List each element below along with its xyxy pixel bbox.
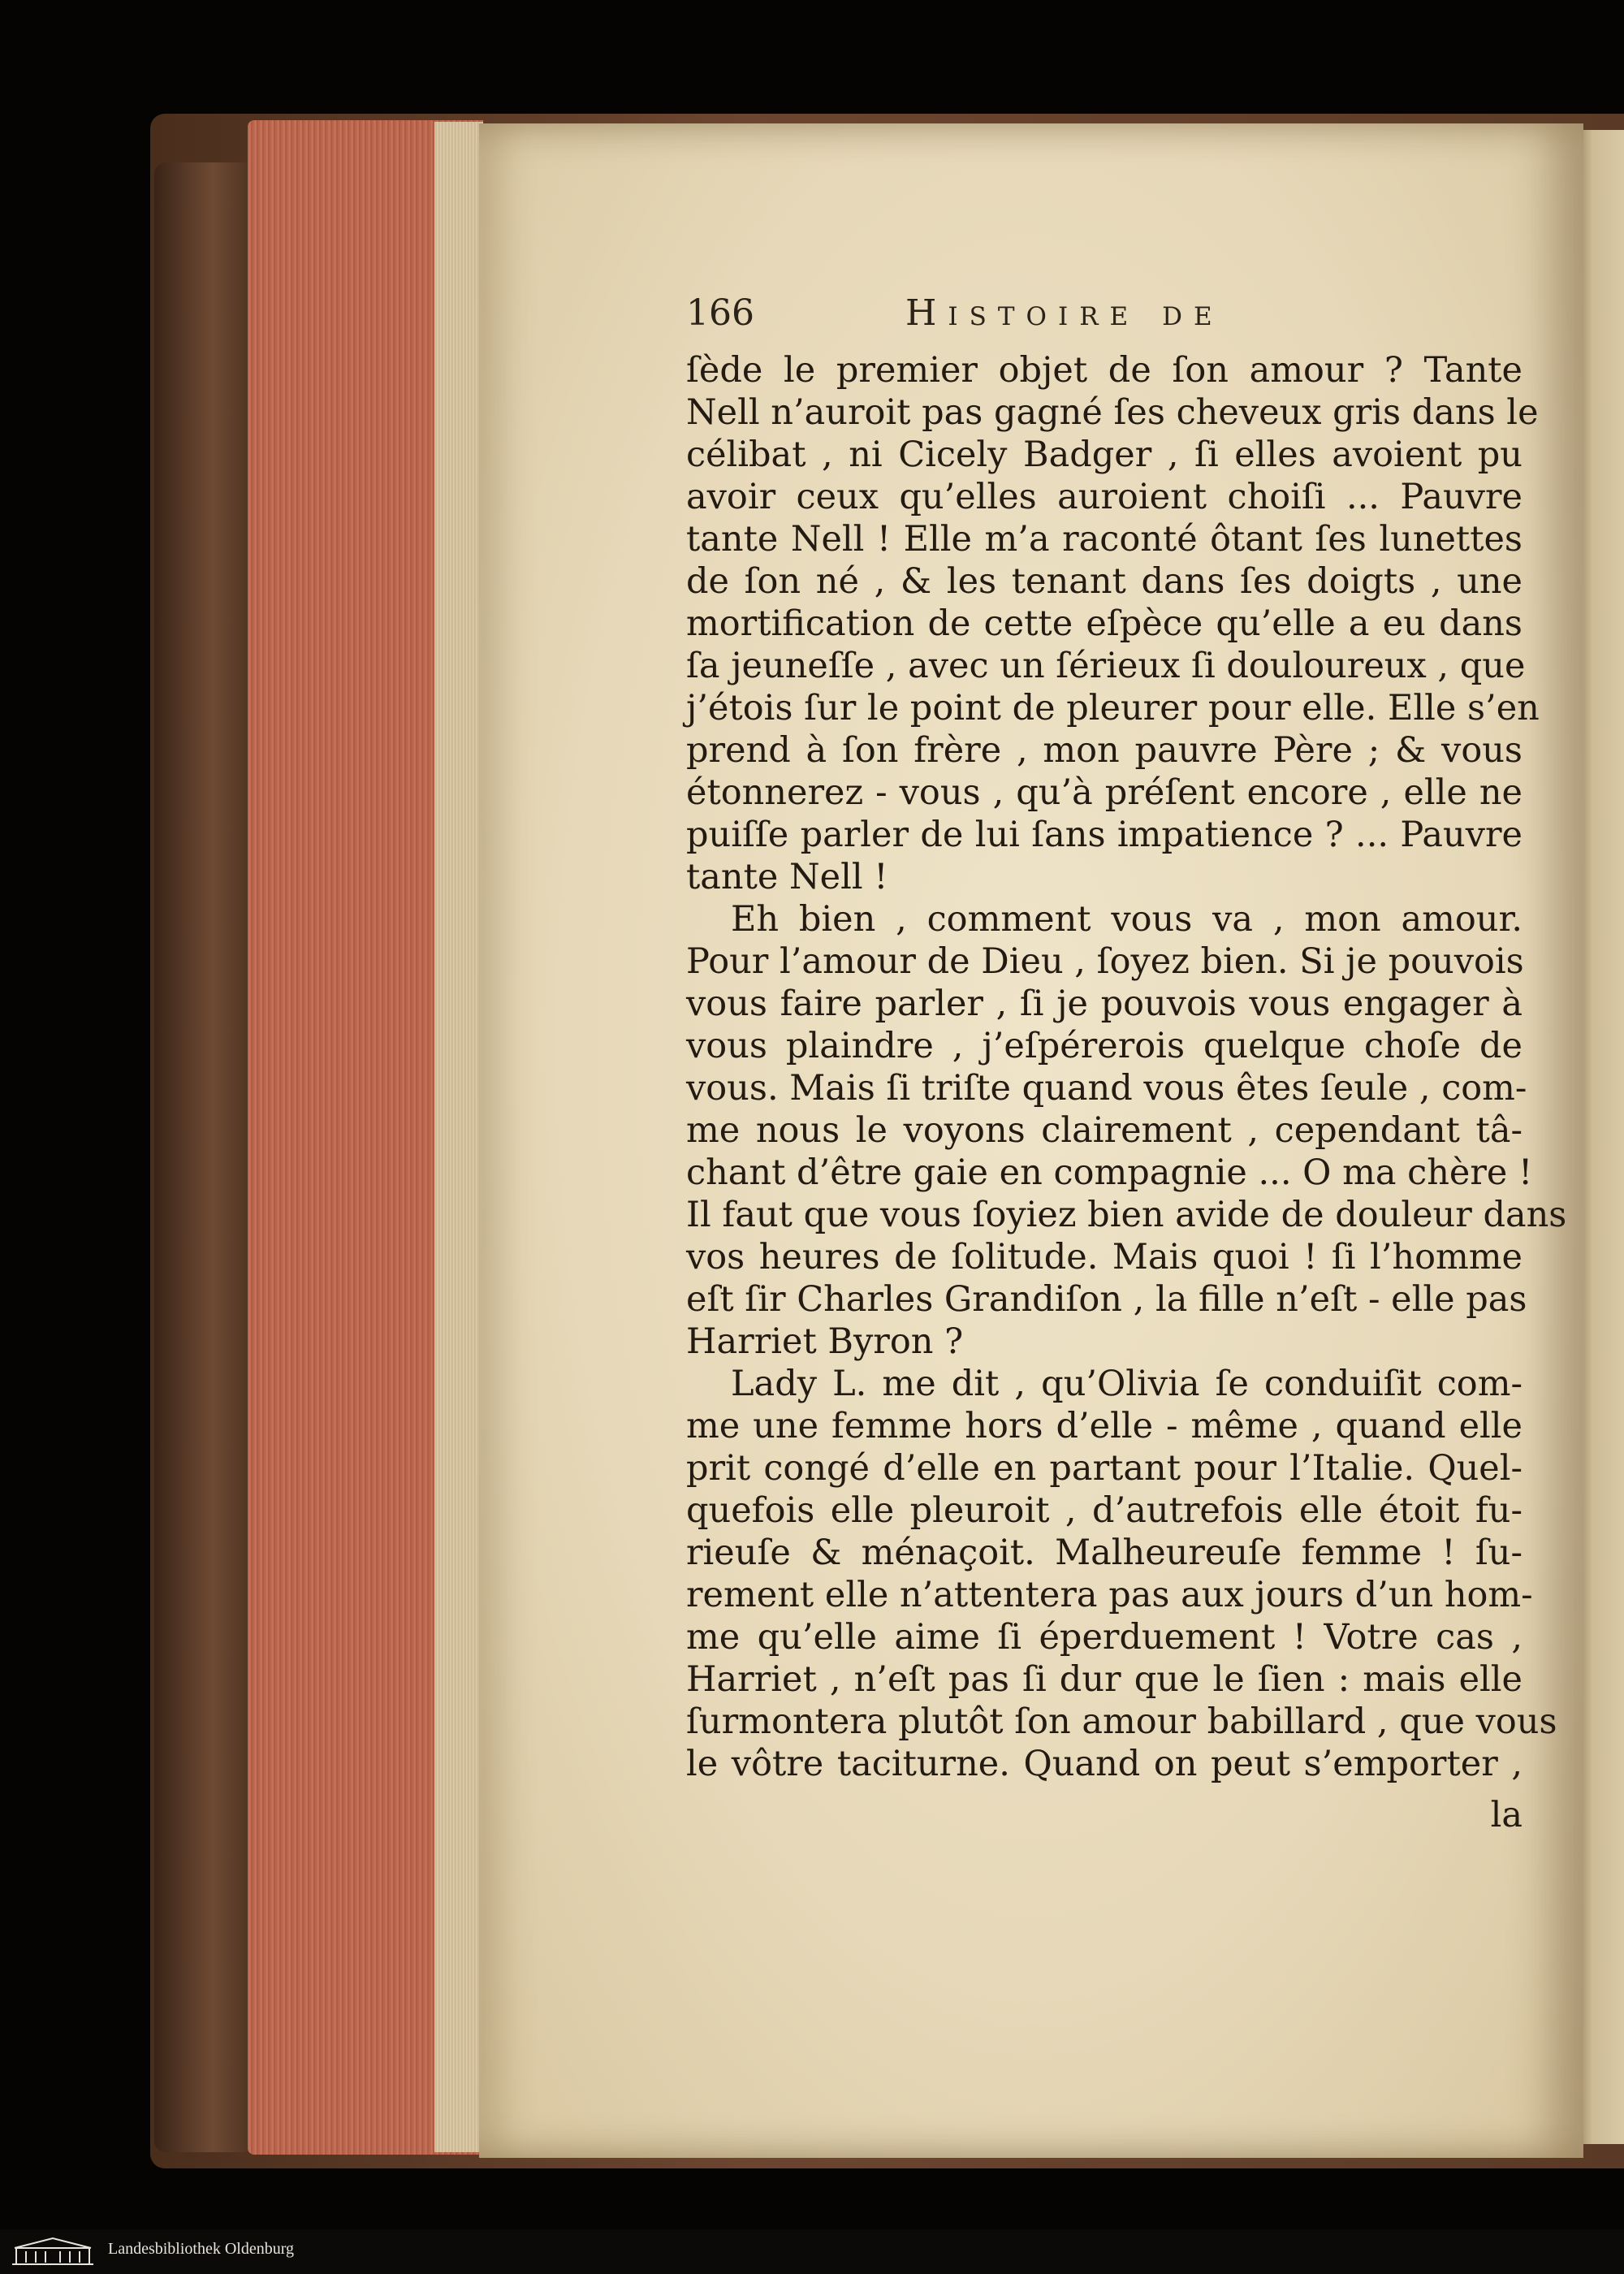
- running-head: Histoire de: [905, 292, 1224, 334]
- text-line: rement elle n’attentera pas aux jours d’un hom-: [686, 1575, 1533, 1615]
- page-header: [686, 292, 1522, 341]
- text-line: ſa jeuneſſe , avec un ſérieux ſi douloureux , que: [686, 646, 1526, 686]
- text-line: Nell n’auroit pas gagné ſes cheveux gris dans le: [686, 392, 1539, 433]
- text-line: puiſſe parler de lui ſans impatience ? ... Pauvre: [686, 815, 1522, 855]
- text-line: ſurmontera plutôt ſon amour babillard , que vous: [686, 1701, 1557, 1742]
- text-line: Pour l’amour de Dieu , ſoyez bien. Si je pouvois: [686, 941, 1524, 982]
- text-line: mortification de cette eſpèce qu’elle a eu dans: [686, 603, 1522, 644]
- text-line: quefois elle pleuroit , d’autrefois elle étoit fu-: [686, 1490, 1522, 1531]
- text-line: vous plaindre , j’eſpérerois quelque choſe de: [686, 1026, 1522, 1066]
- text-line: eſt ſir Charles Grandiſon , la fille n’eſt - elle pas: [686, 1279, 1527, 1320]
- text-line: Lady L. me dit , qu’Olivia ſe conduiſit com-: [731, 1364, 1522, 1404]
- text-line: ſède le premier objet de ſon amour ? Tante: [686, 350, 1522, 391]
- text-line: étonnerez - vous , qu’à préſent encore , elle ne: [686, 772, 1522, 813]
- page-number: 166: [686, 292, 754, 334]
- catchword: la: [1490, 1795, 1522, 1835]
- text-line: vous. Mais ſi triſte quand vous êtes ſeule , com-: [686, 1068, 1527, 1109]
- text-line: avoir ceux qu’elles auroient choiſi ... Pauvre: [686, 477, 1522, 517]
- text-line: chant d’être gaie en compagnie ... O ma chère !: [686, 1152, 1533, 1193]
- footer-library-name: Landesbibliothek Oldenburg: [108, 2240, 295, 2258]
- text-line: prit congé d’elle en partant pour l’Italie. Quel-: [686, 1448, 1522, 1489]
- text-line: le vôtre taciturne. Quand on peut s’emporter ,: [686, 1744, 1522, 1784]
- page-block-inner-edges: [434, 122, 483, 2152]
- text-line: me qu’elle aime ſi éperduement ! Votre cas ,: [686, 1617, 1522, 1658]
- text-line: Il faut que vous ſoyiez bien avide de douleur dans: [686, 1195, 1567, 1235]
- text-line: Eh bien , comment vous va , mon amour.: [731, 899, 1522, 940]
- text-line: j’étois ſur le point de pleurer pour elle. Elle s’en: [686, 688, 1540, 728]
- text-line: Harriet , n’eſt pas ſi dur que le ſien : mais elle: [686, 1659, 1522, 1700]
- text-line: Harriet Byron ?: [686, 1321, 964, 1362]
- text-line: tante Nell !: [686, 857, 888, 897]
- library-building-icon: [8, 2235, 97, 2268]
- text-line: vous faire parler , ſi je pouvois vous engager à: [686, 984, 1522, 1024]
- text-line: me une femme hors d’elle - même , quand elle: [686, 1406, 1522, 1446]
- text-line: vos heures de ſolitude. Mais quoi ! ſi l’homme: [686, 1237, 1522, 1278]
- text-line: prend à ſon frère , mon pauvre Père ; & vous: [686, 730, 1522, 771]
- text-line: rieuſe & ménaçoit. Malheureuſe femme ! ſu-: [686, 1533, 1522, 1573]
- text-line: de ſon né , & les tenant dans ſes doigts , une: [686, 561, 1522, 602]
- text-line: tante Nell ! Elle m’a raconté ôtant ſes lunettes: [686, 519, 1522, 560]
- text-line: me nous le voyons clairement , cependant tâ-: [686, 1110, 1522, 1151]
- text-line: célibat , ni Cicely Badger , ſi elles avoient pu: [686, 434, 1522, 475]
- cover-spine-edge: [154, 162, 252, 2152]
- page-body: [686, 349, 1567, 1785]
